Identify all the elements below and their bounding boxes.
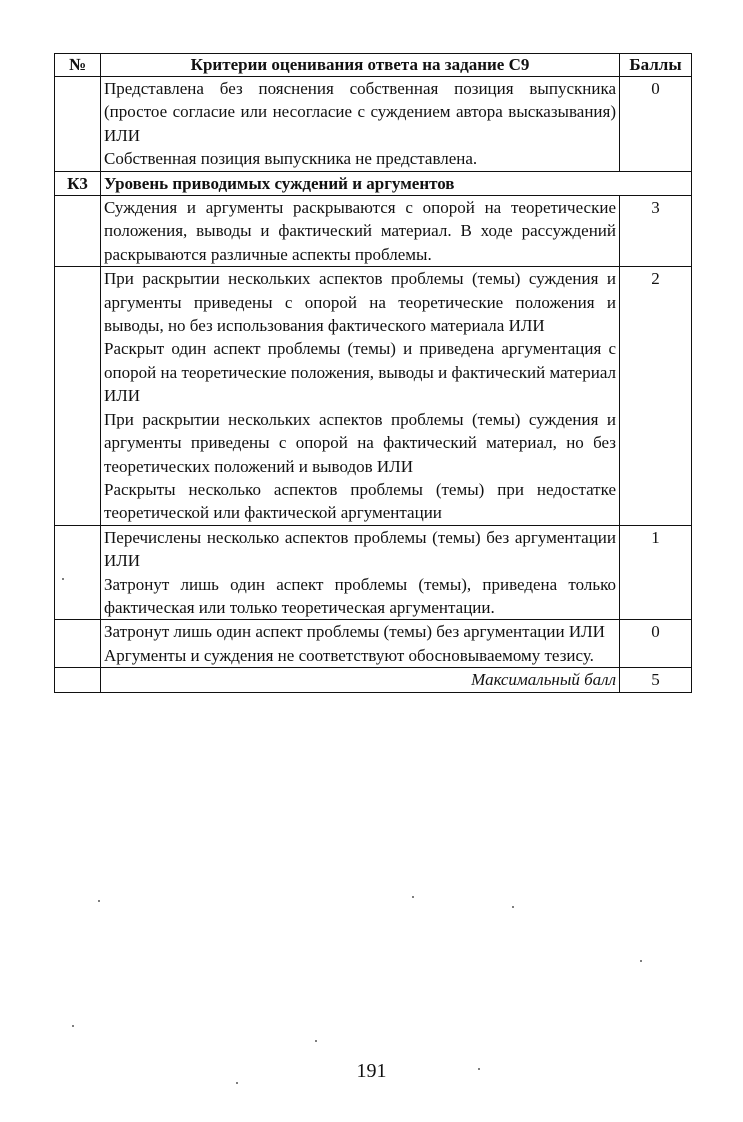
criteria-line: Затронут лишь один аспект проблемы (темы) без аргументации ИЛИ bbox=[104, 622, 605, 642]
points-cell: 0 bbox=[620, 620, 692, 668]
number-cell bbox=[55, 668, 101, 692]
points-cell: 1 bbox=[620, 525, 692, 620]
criteria-line: Раскрыт один аспект проблемы (темы) и приведена аргументация с опорой на теоретические положения, выводы и фактический материал ИЛИ bbox=[104, 339, 616, 406]
header-row bbox=[55, 54, 692, 77]
points-cell: 2 bbox=[620, 267, 692, 525]
scan-speck bbox=[412, 896, 414, 898]
footer-row bbox=[55, 668, 692, 692]
criteria-line: Представлена без пояснения собственная позиция выпускника (простое согласие или несогласие с суждением автора высказывания) ИЛИ bbox=[104, 79, 616, 145]
criteria-line: Суждения и аргументы раскрываются с опорой на теоретические положения, выводы и фактический материал. В ходе рассуждений раскрываются различные аспекты проблемы. bbox=[104, 198, 616, 264]
scan-speck bbox=[98, 900, 100, 902]
table-row bbox=[55, 267, 692, 525]
page-number: 191 bbox=[356, 1060, 387, 1082]
points-cell: 3 bbox=[620, 196, 692, 267]
criteria-cell bbox=[101, 267, 620, 525]
criteria-cell bbox=[101, 525, 620, 620]
scan-speck bbox=[315, 1040, 317, 1042]
number-cell bbox=[55, 77, 101, 172]
header-number: № bbox=[55, 54, 101, 77]
scan-speck bbox=[640, 960, 642, 962]
max-score-label: Максимальный балл bbox=[101, 668, 620, 692]
table-row bbox=[55, 77, 692, 172]
number-cell bbox=[55, 267, 101, 525]
criteria-line: Собственная позиция выпускника не представлена. bbox=[104, 149, 478, 169]
number-cell bbox=[55, 525, 101, 620]
number-cell bbox=[55, 620, 101, 668]
criteria-cell bbox=[101, 196, 620, 267]
table-row bbox=[55, 196, 692, 267]
criteria-line: При раскрытии нескольких аспектов проблемы (темы) суждения и аргументы приведены с опорой на теоретические положения и выводы, но без использования фактического материала ИЛИ bbox=[104, 269, 616, 336]
criteria-table bbox=[54, 53, 692, 693]
points-cell: 0 bbox=[620, 77, 692, 172]
section-row bbox=[55, 171, 692, 195]
header-points: Баллы bbox=[620, 54, 692, 77]
criteria-line: При раскрытии нескольких аспектов проблемы (темы) суждения и аргументы приведены с опорой на фактический материал, но без теоретических положений и выводов ИЛИ bbox=[104, 409, 616, 476]
scan-speck bbox=[512, 906, 514, 908]
section-title: Уровень приводимых суждений и аргументов bbox=[101, 171, 692, 195]
criteria-cell bbox=[101, 620, 620, 668]
scan-speck bbox=[62, 578, 64, 580]
number-cell bbox=[55, 196, 101, 267]
section-code: К3 bbox=[55, 171, 101, 195]
criteria-cell bbox=[101, 77, 620, 172]
criteria-line: Раскрыты несколько аспектов проблемы (темы) при недостатке теоретической или фактической аргументации bbox=[104, 479, 616, 523]
criteria-line: Аргументы и суждения не соответствуют обосновываемому тезису. bbox=[104, 645, 594, 665]
table-row bbox=[55, 620, 692, 668]
scan-speck bbox=[72, 1025, 74, 1027]
header-criteria: Критерии оценивания ответа на задание С9 bbox=[101, 54, 620, 77]
table-row bbox=[55, 525, 692, 620]
criteria-line: Затронут лишь один аспект проблемы (темы), приведена только фактическая или только теоретическая аргументации. bbox=[104, 574, 616, 617]
criteria-line: Перечислены несколько аспектов проблемы (темы) без аргументации ИЛИ bbox=[104, 527, 616, 571]
max-score-value: 5 bbox=[620, 668, 692, 692]
